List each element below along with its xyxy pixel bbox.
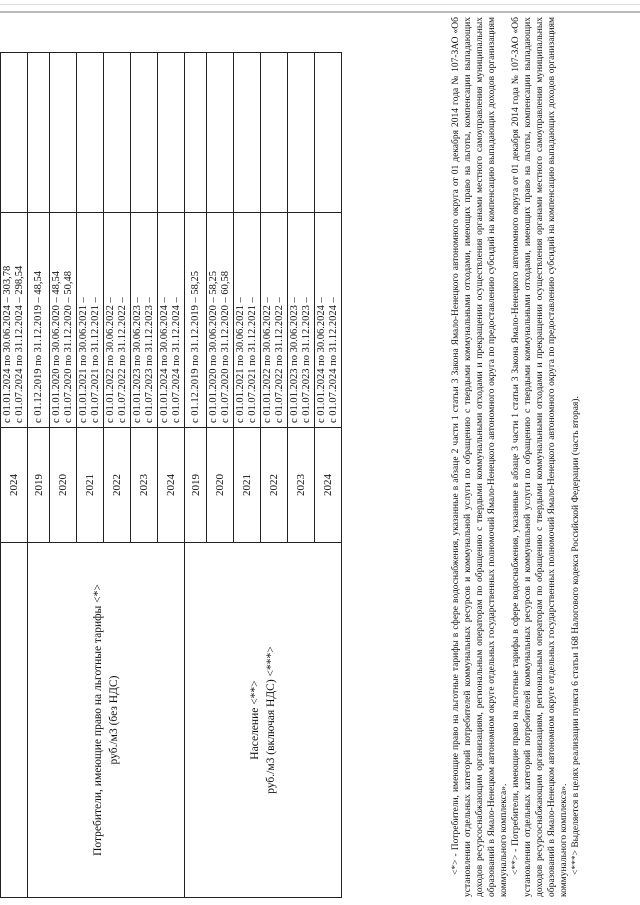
footnote-3: <***> Выделяется в целях реализации пункта 6 статьи 168 Налогового кодекса Российской Федерации (часть вторая).: [571, 396, 581, 875]
table-row: [1, 53, 28, 898]
empty-cell: [207, 53, 234, 213]
empty-cell: [261, 53, 288, 213]
period-cell: [104, 213, 131, 428]
period-line: с 01.07.2024 по 31.12.2024 –: [328, 297, 339, 423]
category-population: [185, 543, 342, 898]
period-line: с 01.01.2021 по 30.06.2021 –: [235, 297, 246, 423]
empty-cell: [234, 53, 261, 213]
period-line: с 01.01.2020 по 30.06.2020 – 58,25: [208, 270, 219, 423]
period-line: с 01.01.2023 по 30.06.2023 –: [132, 297, 143, 423]
period-line: с 01.07.2020 по 31.12.2020 – 50,48: [63, 270, 74, 423]
period-line: с 01.07.2024 по 31.12.2024 –: [171, 297, 182, 423]
period-line: с 01.07.2021 по 31.12.2021 –: [247, 297, 258, 423]
period-cell: [28, 213, 50, 428]
category-unit: руб./м3 (без НДС): [108, 675, 120, 765]
empty-cell: [28, 53, 50, 213]
empty-cell: [158, 53, 185, 213]
year-cell: 2022: [261, 428, 288, 543]
period-line: с 01.01.2020 по 30.06.2020 – 48,54: [51, 270, 62, 423]
period-cell: [234, 213, 261, 428]
empty-cell: [104, 53, 131, 213]
year-cell: 2022: [104, 428, 131, 543]
year-cell: 2024: [158, 428, 185, 543]
period-cell: [158, 213, 185, 428]
year-cell: 2021: [77, 428, 104, 543]
tariff-table: [0, 52, 342, 898]
empty-cell: [1, 53, 28, 213]
empty-cell: [315, 53, 342, 213]
empty-cell: [131, 53, 158, 213]
category-title: Население <**>: [249, 680, 261, 760]
category-unit: руб./м3 (включая НДС) <***>: [265, 646, 277, 794]
empty-cell: [185, 53, 207, 213]
period-line: с 01.01.2024 по 30.06.2024 – 303,78: [2, 265, 13, 423]
year-cell: 2019: [185, 428, 207, 543]
period-line: с 01.01.2024 по 30.06.2024 –: [159, 297, 170, 423]
year-cell: 2021: [234, 428, 261, 543]
period-cell: [185, 213, 207, 428]
empty-cell: [50, 53, 77, 213]
period-cell: [207, 213, 234, 428]
period-line: с 01.07.2022 по 31.12.2022 –: [117, 297, 128, 423]
period-line: с 01.12.2019 по 31.12.2019 – 58,25: [189, 270, 201, 423]
year-cell: 2023: [131, 428, 158, 543]
year-cell: 2020: [50, 428, 77, 543]
period-line: с 01.07.2020 по 31.12.2020 – 60,58: [220, 270, 231, 423]
period-line: с 01.01.2022 по 30.06.2022 –: [105, 297, 116, 423]
period-line: с 01.07.2024 по 31.12.2024 – 298,54: [14, 265, 25, 423]
year-cell: 2024: [315, 428, 342, 543]
table-row: [185, 53, 207, 898]
year-cell: 2024: [1, 428, 28, 543]
year-cell: 2019: [28, 428, 50, 543]
period-line: с 01.01.2023 по 30.06.2023 –: [289, 297, 300, 423]
scan-edge-line: [0, 11, 640, 13]
scan-edge-line-secondary: [0, 4, 640, 5]
footnotes: [450, 17, 582, 897]
period-line: с 01.07.2023 по 31.12.2023 –: [144, 297, 155, 423]
period-cell: [261, 213, 288, 428]
category-privileged-consumers: [28, 543, 185, 898]
footnote-2: <**> - Потребители, имеющие право на льготные тарифы в сфере водоснабжения, указанные в абзаце 3 части 1 статьи 3 Закона Ямало-Ненецкого автономного округа от 01 декабря 2014 года № 107-ЗАО «Об установлении отдельных категорий потребителей коммунальных ресурсов и коммунальной услуги по обращению с твердыми коммунальными отходами, имеющих право на льготы, компенсации выпадающих доходов ресурсоснабжающим организациям, региональным операторам по обращению с твердыми коммунальными отходами и прекращении осуществления органами местного самоуправления муниципальных образований в Ямало-Ненецком автономном округе отдельных государственных полномочий Ямало-Ненецкого автономного округа по предоставлению субсидий на компенсацию выпадающих доходов организациям коммунального комплекса».: [511, 17, 569, 897]
period-line: с 01.01.2022 по 30.06.2022 –: [262, 297, 273, 423]
empty-cell: [77, 53, 104, 213]
year-cell: 2023: [288, 428, 315, 543]
period-line: с 01.07.2021 по 31.12.2021 –: [90, 297, 101, 423]
table-row: [28, 53, 50, 898]
period-cell: [77, 213, 104, 428]
category-cell-continued: [1, 543, 28, 898]
empty-cell: [288, 53, 315, 213]
period-cell: [1, 213, 28, 428]
category-title: Потребители, имеющие право на льготные тарифы <*>: [92, 584, 104, 856]
period-cell: [50, 213, 77, 428]
period-line: с 01.12.2019 по 31.12.2019 – 48,54: [32, 270, 44, 423]
period-cell: [315, 213, 342, 428]
period-line: с 01.01.2024 по 30.06.2024 –: [316, 297, 327, 423]
year-cell: 2020: [207, 428, 234, 543]
footnote-1: <*> - Потребители, имеющие право на льготные тарифы в сфере водоснабжения, указанные в абзаце 2 части 1 статьи 3 Закона Ямало-Ненецкого автономного округа от 01 декабря 2014 года № 107-ЗАО «Об установлении отдельных категорий потребителей коммунальных ресурсов и коммунальной услуги по обращению с твердыми коммунальными отходами, имеющих право на льготы, компенсации выпадающих доходов ресурсоснабжающим организациям, региональным операторам по обращению с твердыми коммунальными отходами и прекращении осуществления органами местного самоуправления муниципальных образований в Ямало-Ненецком автономном округе отдельных государственных полномочий Ямало-Ненецкого автономного округа по предоставлению субсидий на компенсацию выпадающих доходов организациям коммунального комплекса».: [451, 17, 509, 897]
period-line: с 01.07.2022 по 31.12.2022 –: [274, 297, 285, 423]
period-cell: [288, 213, 315, 428]
period-line: с 01.01.2021 по 30.06.2021 –: [78, 297, 89, 423]
period-line: с 01.07.2023 по 31.12.2023 –: [301, 297, 312, 423]
period-cell: [131, 213, 158, 428]
